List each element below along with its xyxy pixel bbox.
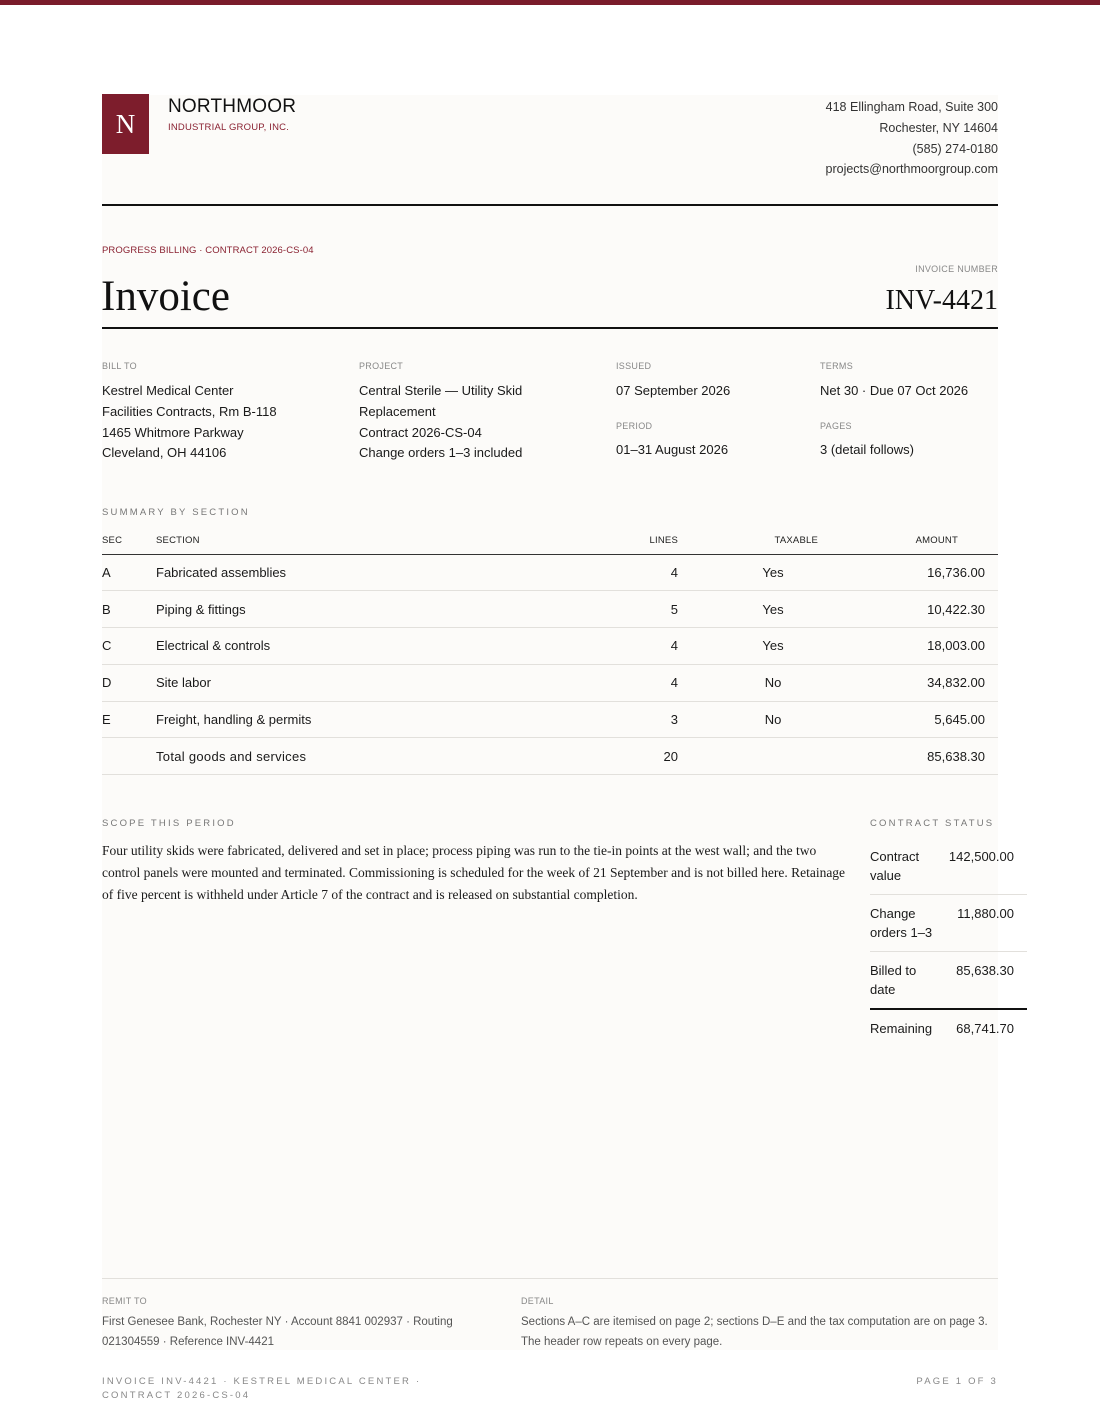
table-header-row (102, 528, 998, 554)
terms-label: TERMS (820, 361, 853, 371)
company-phone: (585) 274-0180 (912, 141, 998, 156)
project-line: Contract 2026-CS-04 (359, 424, 482, 440)
scope-text: Four utility skids were fabricated, delivered and set in place; process piping was run to the tie-in points at the west wall; and the two control panels were mounted and terminated. Commissioning is scheduled for the week of 21 September and is not billed here. Retainage of five percent is withheld under Article 7 of the contract and is released on substantial completion. (102, 843, 846, 902)
issued-date: 07 September 2026 (616, 383, 731, 398)
bill-to-line: Facilities Contracts, Rm B-118 (102, 403, 277, 419)
cell-amount: 18,003.00 (848, 628, 998, 665)
status-row (870, 895, 1027, 952)
status-label: Remaining (870, 1021, 933, 1036)
total-label: Total goods and services (156, 738, 590, 775)
table-row (102, 664, 998, 701)
project-block (359, 381, 522, 464)
cell-section: Freight, handling & permits (156, 701, 590, 738)
address-line-2: Rochester, NY 14604 (879, 120, 998, 135)
page-indicator: PAGE 1 OF 3 (916, 1376, 998, 1387)
cell-lines: 4 (590, 554, 678, 591)
cell-sec: A (102, 554, 156, 591)
period-label: PERIOD (616, 421, 653, 431)
bill-to-label: BILL TO (102, 361, 137, 371)
cell-lines: 3 (590, 701, 678, 738)
cell-sec: B (102, 591, 156, 628)
page-count: 3 (detail follows) (820, 442, 914, 457)
cell-sec: E (102, 701, 156, 738)
cell-lines: 4 (590, 628, 678, 665)
summary-title: SUMMARY BY SECTION (102, 507, 250, 518)
company-logo (102, 94, 149, 154)
issued-label: ISSUED (616, 361, 652, 371)
cell-section: Fabricated assemblies (156, 554, 590, 591)
total-spacer (102, 738, 156, 775)
bill-to-line: 1465 Whitmore Parkway (102, 424, 244, 440)
pages-label: PAGES (820, 421, 852, 431)
billing-period: 01–31 August 2026 (616, 442, 729, 457)
top-accent-bar (0, 0, 1100, 5)
cell-amount: 10,422.30 (848, 591, 998, 628)
status-label: Contract value (870, 849, 920, 883)
col-header-sec: SEC (102, 528, 156, 554)
status-value: 11,880.00 (957, 906, 1014, 921)
table-row (102, 701, 998, 738)
detail-label: DETAIL (521, 1296, 554, 1306)
remit-to-text: First Genesee Bank, Rochester NY · Account 8841 002937 · Routing 021304559 · Reference INV-4421 (102, 1316, 453, 1348)
status-row-remaining (870, 1010, 1027, 1047)
detail-text: Sections A–C are itemised on page 2; sections D–E and the tax computation are on page 3. The header row repeats on every page. (521, 1316, 988, 1348)
cell-amount: 5,645.00 (848, 701, 998, 738)
cell-amount: 34,832.00 (848, 664, 998, 701)
bill-to-block (102, 381, 277, 464)
cell-section: Piping & fittings (156, 591, 590, 628)
invoice-number-label: INVOICE NUMBER (915, 264, 998, 274)
contract-status-title: CONTRACT STATUS (870, 818, 995, 829)
contract-status-panel (870, 838, 1027, 1047)
status-value: 68,741.70 (956, 1021, 1014, 1036)
total-taxable-empty (678, 738, 848, 775)
status-value: 142,500.00 (948, 849, 1014, 864)
status-label: Billed to date (870, 963, 917, 997)
footer-reference: INVOICE INV-4421 · KESTREL MEDICAL CENTER · CONTRACT 2026-CS-04 (102, 1376, 422, 1401)
project-line: Replacement (359, 403, 436, 419)
cell-taxable: Yes (678, 554, 848, 591)
cell-taxable: No (678, 701, 848, 738)
company-address (826, 97, 999, 180)
table-row (102, 591, 998, 628)
project-line: Change orders 1–3 included (359, 445, 523, 461)
project-line: Central Sterile — Utility Skid (359, 383, 523, 398)
col-header-amount: AMOUNT (848, 528, 998, 554)
company-email: projects@northmoorgroup.com (825, 162, 998, 177)
company-subtitle: INDUSTRIAL GROUP, INC. (168, 122, 290, 133)
page-title: Invoice (101, 273, 230, 320)
invoice-number: INV-4421 (885, 285, 998, 316)
title-divider (102, 327, 998, 329)
payment-terms: Net 30 · Due 07 Oct 2026 (820, 383, 969, 398)
total-lines: 20 (590, 738, 678, 775)
cell-amount: 16,736.00 (848, 554, 998, 591)
footer-divider (102, 1278, 998, 1279)
cell-lines: 5 (590, 591, 678, 628)
header-divider (102, 204, 998, 206)
logo-letter: N (115, 108, 136, 139)
summary-table (102, 528, 998, 775)
remit-to-label: REMIT TO (102, 1296, 147, 1306)
cell-sec: D (102, 664, 156, 701)
cell-taxable: Yes (678, 591, 848, 628)
total-amount: 85,638.30 (848, 738, 998, 775)
status-row (870, 952, 1027, 1010)
col-header-taxable: TAXABLE (678, 528, 848, 554)
cell-taxable: Yes (678, 628, 848, 665)
status-label: Change orders 1–3 (870, 906, 933, 940)
cell-section: Electrical & controls (156, 628, 590, 665)
address-line-1: 418 Ellingham Road, Suite 300 (825, 100, 998, 114)
table-row (102, 554, 998, 591)
bill-to-line: Cleveland, OH 44106 (102, 445, 227, 461)
col-header-section: SECTION (156, 528, 590, 554)
project-label: PROJECT (359, 361, 404, 371)
cell-section: Site labor (156, 664, 590, 701)
cell-taxable: No (678, 664, 848, 701)
scope-title: SCOPE THIS PERIOD (102, 818, 236, 829)
company-name: NORTHMOOR (168, 96, 297, 117)
table-row (102, 628, 998, 665)
cell-lines: 4 (590, 664, 678, 701)
table-total-row (102, 738, 998, 775)
status-value: 85,638.30 (956, 963, 1014, 978)
bill-to-line: Kestrel Medical Center (102, 383, 234, 398)
cell-sec: C (102, 628, 156, 665)
status-row (870, 838, 1027, 895)
billing-eyebrow: PROGRESS BILLING · CONTRACT 2026-CS-04 (102, 245, 314, 256)
col-header-lines: LINES (590, 528, 678, 554)
